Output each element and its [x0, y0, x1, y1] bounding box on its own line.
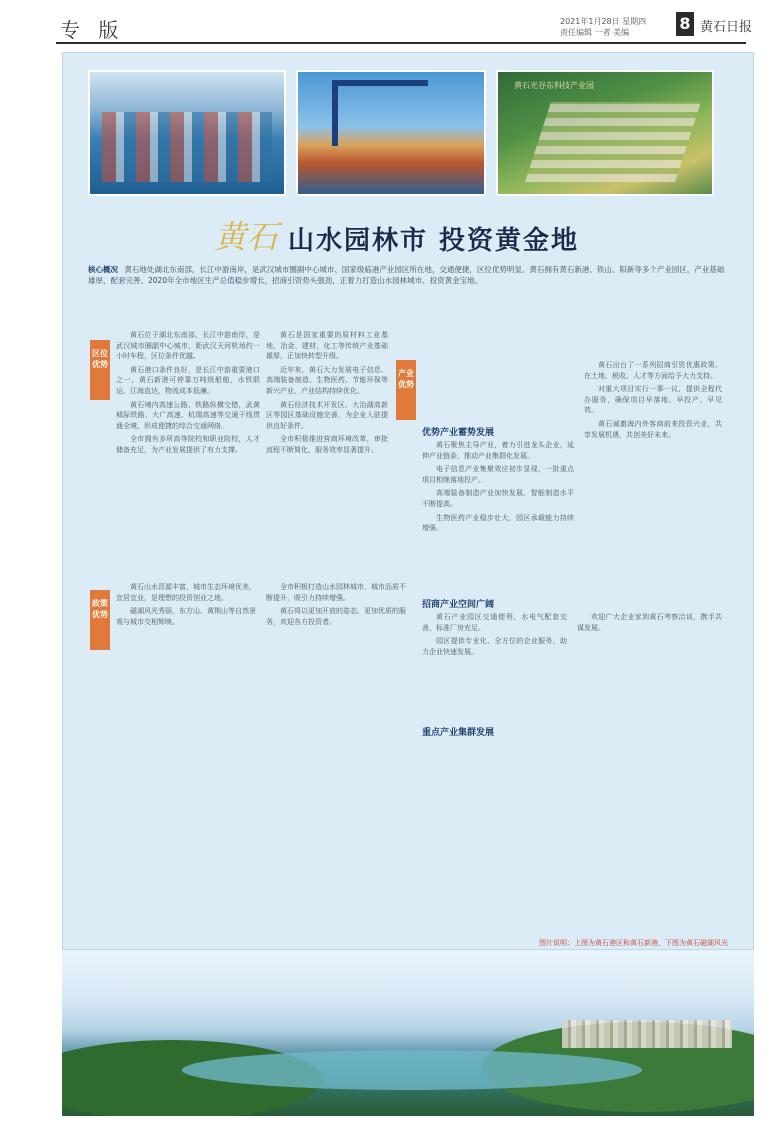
- tag-location-advantage: 区位优势: [90, 340, 110, 400]
- column-5: [116, 582, 406, 930]
- paragraph: 电子信息产业集聚效应初步显现，一批重点项目相继落地投产。: [422, 465, 574, 484]
- paragraph: 对重大项目实行一事一议，提供全程代办服务，确保项目早落地、早投产、早见效。: [584, 385, 722, 415]
- paper-name: 黄石日报: [700, 20, 753, 35]
- paragraph: 全市拥有多所高等院校和职业院校，人才储备充足，为产业发展提供了有力支撑。: [116, 435, 260, 454]
- paragraph: 全市积极打造山水园林城市，城市品质不断提升，吸引力持续增强。: [266, 583, 406, 602]
- paragraph: 全市积极推进营商环境改革，审批流程不断简化，服务效率显著提升。: [266, 435, 388, 454]
- photo-caption: 黄石光谷东科技产业园: [514, 81, 594, 90]
- headline-main: 山水园林市 投资黄金地: [288, 226, 580, 256]
- paragraph: 黄石位于湖北东南部，长江中游南岸，是武汉城市圈副中心城市，距武汉天河机场约一小时车程，区位条件优越。: [116, 331, 260, 361]
- lake-landscape-photo: [62, 950, 754, 1116]
- paragraph: 黄石是国家重要的原材料工业基地，冶金、建材、化工等传统产业基础雄厚，正加快转型升级。: [266, 331, 388, 361]
- paragraph: 黄石港口条件良好，是长江中游重要港口之一，黄石新港可停靠万吨级船舶，水铁联运、江海直达，物流成本低廉。: [116, 365, 260, 395]
- paragraph: 高端装备制造产业加快发展，智能制造水平不断提高。: [422, 489, 574, 508]
- paragraph: 黄石经济技术开发区、大冶湖高新区等园区基础设施完善，为企业入驻提供良好条件。: [266, 400, 388, 430]
- column-3: [422, 440, 574, 590]
- column-6: [422, 612, 722, 930]
- subhead-cluster: 重点产业集群发展: [422, 728, 495, 738]
- column-2: [266, 330, 388, 570]
- column-4: [584, 360, 722, 590]
- paragraph: 黄石诚邀海内外客商前来投资兴业，共享发展机遇，共创美好未来。: [584, 419, 722, 439]
- masthead: [0, 0, 776, 48]
- editor-line: 责任编辑 一者 美编: [560, 28, 630, 37]
- subhead-investment: 招商产业空间广阔: [422, 600, 495, 610]
- paragraph: 园区提供专业化、全方位的企业服务，助力企业快速发展。: [422, 637, 567, 656]
- lead-label: 核心概况: [88, 265, 118, 274]
- subhead-industry: 优势产业蓄势发展: [422, 428, 495, 438]
- paragraph: 生物医药产业稳步壮大，园区承载能力持续增强。: [422, 513, 574, 533]
- header-rule: [56, 42, 746, 44]
- city-skyline: [562, 1020, 732, 1048]
- paragraph: 黄石聚焦主导产业，着力引进龙头企业，延伸产业链条，推动产业集群化发展。: [422, 441, 574, 460]
- lead-text: 黄石地处湖北东南部，长江中游南岸，是武汉城市圈副中心城市、国家级临港产业园区所在地，交通便捷，区位优势明显。黄石拥有黄石新港、铁山、阳新等多个产业园区，产业基础雄厚，配套完善。2020年全市地区生产总值稳步增长，招商引资势头强劲，正着力打造山水园林城市、投资黄金宝地。: [88, 265, 725, 285]
- header-meta: [560, 16, 690, 38]
- lake-water: [182, 1050, 642, 1090]
- headline-accent: 黄石: [214, 218, 279, 256]
- tag-industry-advantage: 产业优势: [396, 360, 416, 420]
- photo-industrial-park: [496, 70, 714, 196]
- issue-date: 2021年1月28日 星期四: [560, 17, 647, 26]
- paragraph: 近年来，黄石大力发展电子信息、高端装备制造、生物医药、节能环保等新兴产业，产业结构持续优化。: [266, 365, 388, 395]
- page-number: 8: [676, 12, 694, 36]
- paragraph: 黄石将以更加开放的姿态、更加优质的服务，欢迎各方投资者。: [266, 607, 406, 626]
- photo-container-port: [296, 70, 486, 196]
- paragraph: 磁湖风光秀丽，东方山、黄荆山等自然景观与城市交相辉映。: [116, 607, 256, 626]
- section-label: 专 版: [60, 18, 125, 42]
- photo-credit-strip: 图片说明：上图为黄石港区和黄石新港，下图为黄石磁湖风光: [539, 939, 728, 947]
- column-1: [116, 330, 260, 570]
- paragraph: 黄石产业园区交通便利，水电气配套完善，标准厂房充足。: [422, 613, 567, 632]
- paragraph: 黄石山水资源丰富，城市生态环境优美，宜居宜业，是理想的投资创业之地。: [116, 583, 256, 602]
- paragraph: 黄石出台了一系列招商引资优惠政策，在土地、税收、人才等方面给予大力支持。: [584, 361, 722, 380]
- tag-policy-advantage: 政策优势: [90, 590, 110, 650]
- photo-port-terminal: [88, 70, 286, 196]
- paragraph: 黄石境内高速公路、铁路纵横交错，武黄城际铁路、大广高速、杭瑞高速等交通干线贯通全境，形成便捷的综合交通网络。: [116, 400, 260, 430]
- paragraph: 欢迎广大企业家到黄石考察洽谈，携手共谋发展。: [577, 613, 722, 632]
- lead-paragraph: [88, 264, 728, 286]
- headline: [214, 212, 634, 260]
